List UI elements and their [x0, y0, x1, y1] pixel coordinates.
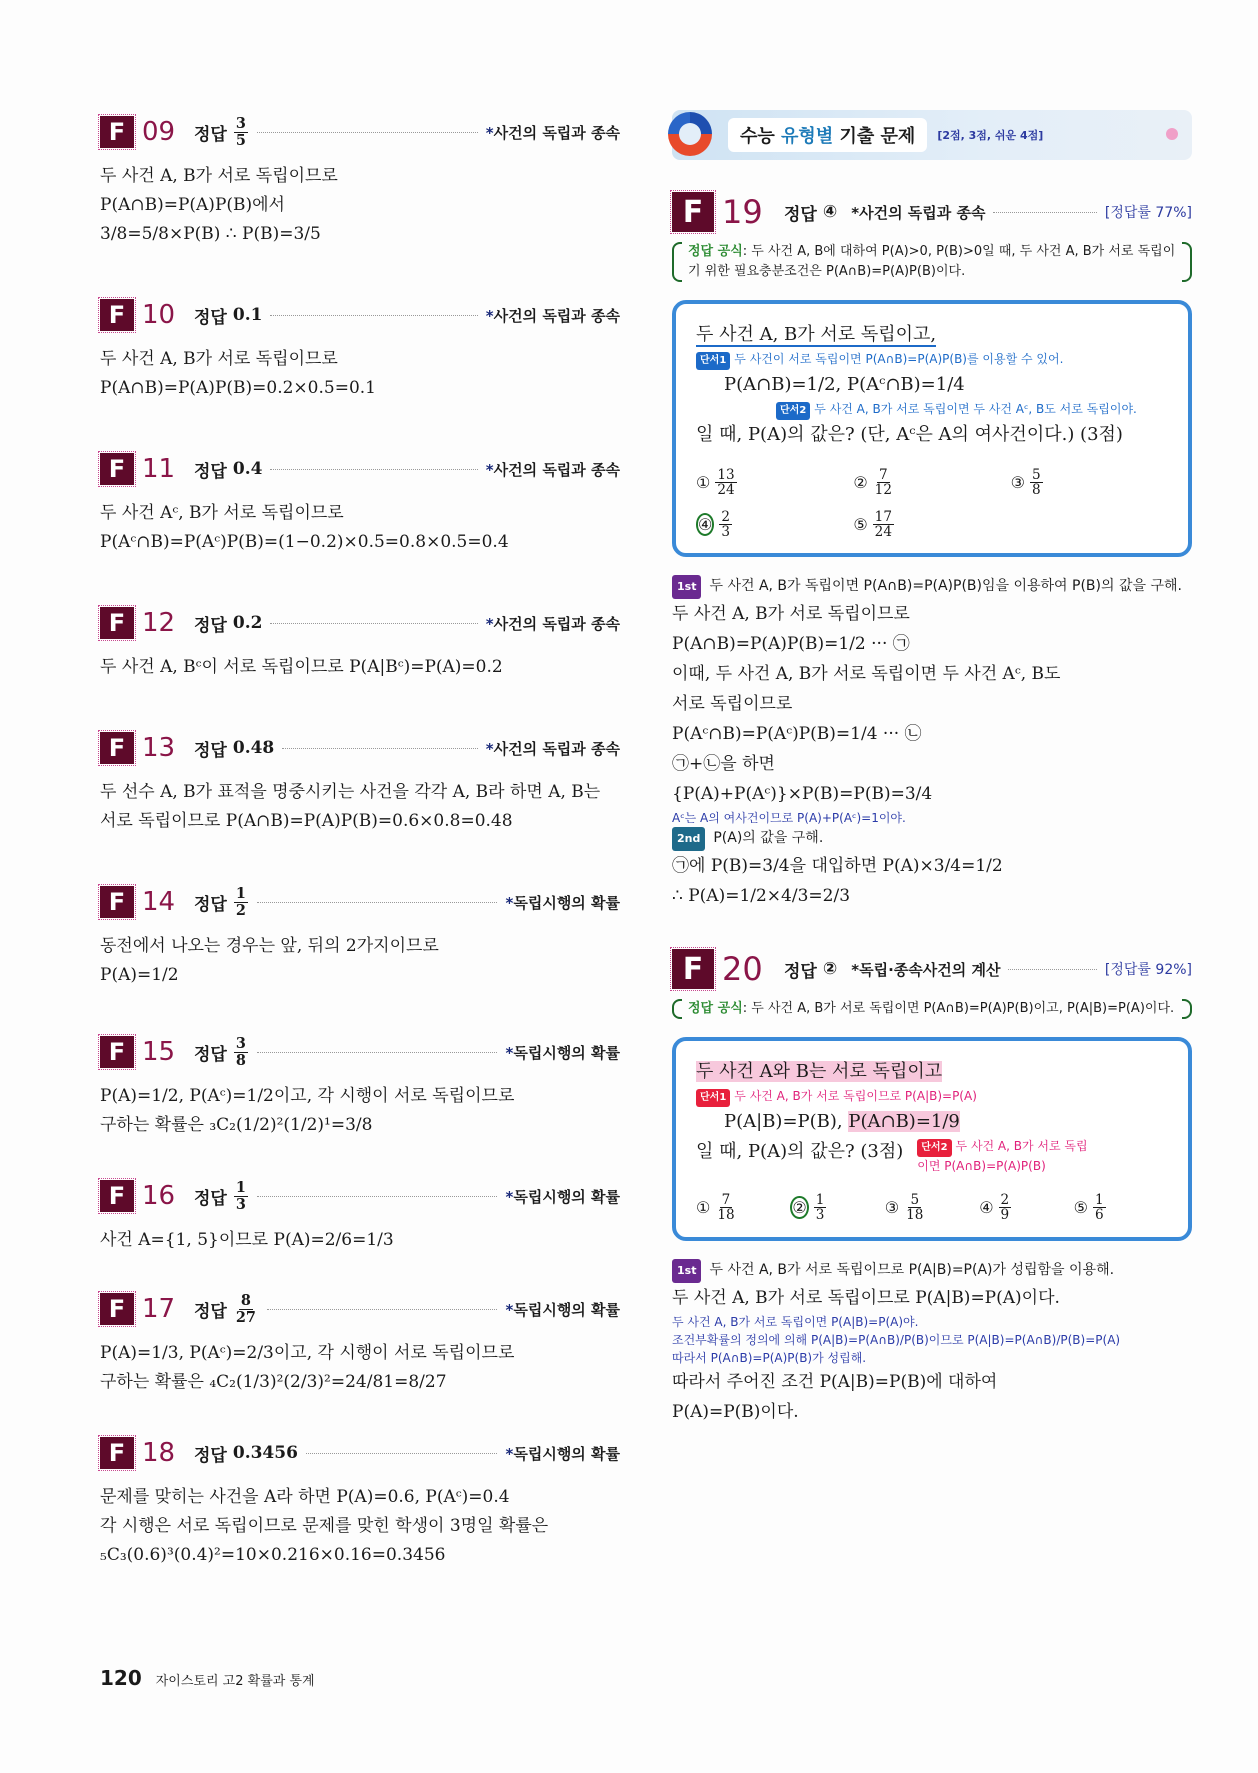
section-banner: [672, 110, 1192, 160]
solution-line: 조건부확률의 정의에 의해 P(A|B)=P(A∩B)/P(B)이므로 P(A|B)=P(A∩B)/P(B)=P(A): [672, 1332, 1121, 1347]
question-number: 20: [722, 950, 763, 989]
answer-section-09: [100, 110, 620, 249]
correct-rate: [정답률 92%]: [1104, 962, 1192, 979]
topic: *독립시행의 확률: [505, 893, 620, 912]
choice-number: ⑤: [853, 514, 868, 534]
step-1: 1st 두 사건 A, B가 서로 독립이므로 P(A|B)=P(A)가 성립함을 이용해.: [672, 1259, 1192, 1283]
solution-text: [100, 653, 620, 682]
answer-label: 정답: [194, 1188, 227, 1209]
solution-line: 따라서 P(A∩B)=P(A)P(B)가 성립해.: [672, 1350, 867, 1365]
answer-value: [233, 1180, 249, 1211]
answer-label: 정답: [194, 615, 227, 636]
page-footer: [100, 1666, 315, 1690]
question-number: 09: [142, 117, 176, 147]
question-number: 19: [722, 193, 763, 231]
solution-line: 사건 A={1, 5}이므로 P(A)=2/6=1/3: [100, 1230, 394, 1250]
solution-text: [100, 162, 620, 249]
solution-line: 두 사건 A, B가 서로 독립이므로: [672, 604, 910, 625]
solution-line: 각 시행은 서로 독립이므로 문제를 맞힌 학생이 3명일 확률은: [100, 1516, 549, 1536]
fraction: $\frac{7}{18}$: [717, 1192, 735, 1224]
choices: [696, 1193, 1168, 1223]
answer-header-19: [672, 190, 1192, 234]
answer-section-13: [100, 726, 620, 836]
fraction: $\frac{1}{3}$: [235, 1179, 246, 1213]
f-badge: F: [100, 116, 134, 148]
hint-2: 단서2 두 사건 A, B가 서로 독립이면 두 사건 Aᶜ, B도 서로 독립이야.: [696, 400, 1168, 420]
answer-label: 정답: [194, 461, 227, 482]
answer-value: [233, 1293, 259, 1324]
question-prompt: 일 때, P(A)의 값은? (단, Aᶜ은 A의 여사건이다.) (3점): [696, 424, 1123, 445]
question-number: 10: [142, 300, 176, 330]
solution-line: ₅C₃(0.6)³(0.4)²=10×0.216×0.16=0.3456: [100, 1545, 446, 1565]
solution-text: [100, 778, 620, 836]
f-badge: F: [100, 299, 134, 331]
solution-line: 동전에서 나오는 경우는 앞, 뒤의 2가지이므로: [100, 936, 439, 956]
dotted-leader: [282, 748, 478, 749]
solution-line: P(Aᶜ∩B)=P(Aᶜ)P(B)=(1−0.2)×0.5=0.8×0.5=0.4: [100, 532, 509, 552]
solution-line: 두 사건 Aᶜ, B가 서로 독립이므로: [100, 503, 344, 523]
solution-line: 이때, 두 사건 A, B가 서로 독립이면 두 사건 Aᶜ, B도: [672, 664, 1061, 685]
solution-line: P(A)=1/2, P(Aᶜ)=1/2이고, 각 시행이 서로 독립이므로: [100, 1086, 515, 1106]
solution-line: ㉠에 P(B)=3/4을 대입하면 P(A)×3/4=1/2: [672, 856, 1003, 877]
topic: *사건의 독립과 종속: [851, 203, 986, 222]
solution-line: 문제를 맞히는 사건을 A라 하면 P(A)=0.6, P(Aᶜ)=0.4: [100, 1487, 510, 1507]
question-number: 15: [142, 1037, 176, 1067]
solution-19-final: [672, 851, 1192, 911]
solution-line: ㉠+㉡을 하면: [672, 754, 775, 775]
formula-box: 정답 공식: 두 사건 A, B에 대하여 P(A)>0, P(B)>0일 때, 두 사건 A, B가 서로 독립이기 위한 필요충분조건은 P(A∩B)=P(A)P(B)이다.: [672, 242, 1192, 282]
answer-value: 0.2: [232, 613, 263, 633]
question-formula: P(A∩B)=1/2, P(Aᶜ∩B)=1/4: [724, 374, 965, 395]
answer-section-11: [100, 447, 620, 557]
answer-section-17: [100, 1287, 620, 1397]
solution-line: 두 사건 A, Bᶜ이 서로 독립이므로 P(A|Bᶜ)=P(A)=0.2: [100, 657, 503, 677]
fraction: $\frac{17}{24}$: [874, 508, 892, 540]
solution-text: [100, 499, 620, 557]
fraction: $\frac{7}{12}$: [874, 467, 892, 499]
answer-section-15: [100, 1030, 620, 1140]
dotted-leader: [270, 469, 477, 470]
answer-value: 0.4: [232, 459, 263, 479]
question-number: 12: [142, 608, 176, 638]
question-number: 18: [142, 1438, 176, 1468]
solution-text: [100, 1082, 620, 1140]
step-1: 1st 두 사건 A, B가 독립이면 P(A∩B)=P(A)P(B)임을 이용하여 P(B)의 값을 구해.: [672, 575, 1192, 599]
left-column: [100, 110, 620, 1570]
fraction: $\frac{1}{6}$: [1094, 1192, 1104, 1224]
dotted-leader: [257, 1052, 498, 1053]
f-badge: F: [100, 732, 134, 764]
choice-option[interactable]: [1011, 468, 1168, 498]
answer-label: 정답: [194, 124, 227, 145]
f-badge: F: [100, 453, 134, 485]
question-text: 두 사건 A, B가 서로 독립이고,: [696, 324, 937, 345]
solution-line: 3/8=5/8×P(B) ∴ P(B)=3/5: [100, 224, 321, 244]
choice-option[interactable]: [1074, 1193, 1168, 1223]
answer-value: ④: [822, 202, 838, 222]
hint-1: 단서1 두 사건이 서로 독립이면 P(A∩B)=P(A)P(B)를 이용할 수 있어.: [696, 350, 1168, 370]
topic: *사건의 독립과 종속: [485, 614, 620, 633]
solution-line: ∴ P(A)=1/2×4/3=2/3: [672, 886, 851, 907]
choices: [696, 468, 1168, 539]
solution-text: [100, 1483, 620, 1570]
question-number: 16: [142, 1181, 176, 1211]
answer-label: 정답: [194, 1301, 227, 1322]
solution-line: P(A∩B)=P(A)P(B)에서: [100, 195, 285, 215]
fraction: $\frac{5}{8}$: [1032, 467, 1041, 499]
answer-section-10: [100, 293, 620, 403]
dotted-leader: [267, 1309, 498, 1310]
solution-text: [100, 1226, 620, 1255]
question-number: 14: [142, 887, 176, 917]
dotted-leader: [1008, 969, 1096, 970]
choice-number: ④: [698, 514, 713, 534]
fraction: $\frac{5}{18}$: [906, 1192, 924, 1224]
fraction: $\frac{2}{9}$: [1000, 1192, 1010, 1224]
f-badge: F: [100, 1437, 134, 1469]
fraction: $\frac{1}{3}$: [815, 1192, 825, 1224]
fraction: $\frac{1}{2}$: [235, 885, 246, 919]
choice-number: ③: [1010, 473, 1025, 493]
answer-label: 정답: [194, 307, 227, 328]
dotted-leader: [306, 1453, 498, 1454]
choice-number: ①: [696, 1198, 711, 1218]
answer-value: 0.3456: [232, 1443, 298, 1463]
answer-header: [100, 880, 620, 924]
answer-section-12: [100, 601, 620, 682]
dotted-leader: [257, 132, 478, 133]
solution-line: 서로 독립이므로 P(A∩B)=P(A)P(B)=0.6×0.8=0.48: [100, 811, 513, 831]
answer-section-18: [100, 1431, 620, 1570]
page-number: 120: [100, 1666, 142, 1690]
question-number: 17: [142, 1294, 176, 1324]
answer-value: [233, 886, 249, 917]
solution-line: P(Aᶜ∩B)=P(Aᶜ)P(B)=1/4 ··· ㉡: [672, 724, 922, 745]
answer-section-16: [100, 1174, 620, 1255]
answer-header: [100, 1431, 620, 1475]
choice-number: ④: [979, 1198, 994, 1218]
answer-header: [100, 447, 620, 491]
fraction: $\frac{8}{27}$: [235, 1292, 256, 1326]
answer-value: [233, 1036, 249, 1067]
f-badge: F: [100, 607, 134, 639]
solution-line: 두 선수 A, B가 표적을 명중시키는 사건을 각각 A, B라 하면 A, B는: [100, 782, 601, 802]
logo-icon: [668, 112, 712, 156]
f-badge: F: [100, 1293, 134, 1325]
choice-option[interactable]: [696, 1193, 790, 1223]
choice-option[interactable]: [853, 468, 1010, 498]
solution-line: 두 사건 A, B가 서로 독립이므로: [100, 349, 338, 369]
hint-2: 단서2 두 사건 A, B가 서로 독립이면 P(A∩B)=P(A)P(B): [917, 1139, 1088, 1174]
topic: *사건의 독립과 종속: [485, 123, 620, 142]
answer-value: [233, 116, 249, 147]
banner-subtitle: [2점, 3점, 쉬운 4점]: [937, 129, 1044, 142]
banner-title: 수능 유형별 기출 문제: [728, 118, 927, 152]
fraction: $\frac{13}{24}$: [717, 467, 735, 499]
solution-text: [100, 1339, 620, 1397]
choice-option[interactable]: [696, 468, 853, 498]
solution-line: P(A∩B)=P(A)P(B)=1/2 ··· ㉠: [672, 634, 910, 655]
answer-label: 정답: [194, 1044, 227, 1065]
question-box-19: [672, 300, 1192, 557]
solution-line: P(A)=1/3, P(Aᶜ)=2/3이고, 각 시행이 서로 독립이므로: [100, 1343, 515, 1363]
answer-value: 0.1: [232, 305, 263, 325]
question-number: 11: [142, 454, 176, 484]
answer-header: [100, 110, 620, 154]
correct-rate: [정답률 77%]: [1104, 205, 1192, 221]
f-badge: F: [672, 192, 714, 232]
solution-line: 구하는 확률은 ₃C₂(1/2)²(1/2)¹=3/8: [100, 1115, 373, 1135]
answer-header: [100, 1174, 620, 1218]
choice-option[interactable]: [696, 510, 853, 540]
topic: *사건의 독립과 종속: [485, 739, 620, 758]
topic: *독립시행의 확률: [505, 1043, 620, 1062]
choice-option[interactable]: [885, 1193, 979, 1223]
answer-label: 정답: [784, 204, 817, 225]
dotted-leader: [270, 315, 477, 316]
right-column: [672, 110, 1192, 1427]
answer-header: [100, 1287, 620, 1331]
solution-line: P(A)=P(B)이다.: [672, 1401, 799, 1422]
step-2: 2nd P(A)의 값을 구해.: [672, 827, 1192, 851]
answer-header: [100, 293, 620, 337]
fraction: $\frac{3}{5}$: [235, 115, 246, 149]
fraction: $\frac{3}{8}$: [235, 1035, 246, 1069]
question-box-20: 두 사건 A와 B는 서로 독립이고 단서1 두 사건 A, B가 서로 독립이므로 P(A|B)=P(A) P(A|B)=P(B), P(A∩B)=1/9 일 때, P(A)의 값은? (3점) 단서2 두 사건 A, B가 서로 독립이면 P(A∩B)=P(A)P(B) ① $\frac{7}{18}$ ② $\frac{1}{3}$ ③ $\frac{5}{18}$ ④ $\frac{2}{9}$ ⑤ $\frac{1}{6}$: [672, 1037, 1192, 1241]
solution-line: 두 사건 A, B가 서로 독립이면 P(A|B)=P(A)야.: [672, 1314, 919, 1329]
choice-number: ①: [696, 473, 711, 493]
solution-text: [100, 932, 620, 990]
answer-value: 0.48: [232, 738, 275, 758]
topic: *사건의 독립과 종속: [485, 460, 620, 479]
solution-text: [100, 345, 620, 403]
solution-19: [672, 599, 1192, 809]
question-number: 13: [142, 733, 176, 763]
note: Aᶜ는 A의 여사건이므로 P(A)+P(Aᶜ)=1이야.: [672, 811, 906, 826]
choice-number: ②: [853, 473, 868, 493]
decorative-dot-icon: [1166, 128, 1178, 140]
answer-label: 정답: [194, 894, 227, 915]
choice-option[interactable]: [853, 510, 1010, 540]
choice-number: ③: [884, 1198, 900, 1218]
f-badge: F: [100, 886, 134, 918]
solution-line: 서로 독립이므로: [672, 694, 793, 715]
answer-header: [100, 726, 620, 770]
topic: *독립·종속사건의 계산: [851, 960, 1001, 979]
answer-header: [100, 1030, 620, 1074]
solution-line: 두 사건 A, B가 서로 독립이므로: [100, 166, 338, 186]
solution-line: 두 사건 A, B가 서로 독립이므로 P(A|B)=P(A)이다.: [672, 1287, 1060, 1308]
choice-option[interactable]: [790, 1193, 884, 1223]
topic: *독립시행의 확률: [505, 1444, 620, 1463]
answer-header-20: F 20 정답 ② *독립·종속사건의 계산 [정답률 92%]: [672, 947, 1192, 991]
fraction: $\frac{2}{3}$: [721, 508, 730, 540]
solution-line: {P(A)+P(Aᶜ)}×P(B)=P(B)=3/4: [672, 784, 933, 805]
solution-line: P(A)=1/2: [100, 965, 179, 985]
answer-section-14: [100, 880, 620, 990]
f-badge: F: [100, 1180, 134, 1212]
choice-option[interactable]: [979, 1193, 1073, 1223]
notes: [672, 1313, 1192, 1367]
solution-line: P(A∩B)=P(A)P(B)=0.2×0.5=0.1: [100, 378, 376, 398]
solution-20: [672, 1367, 1192, 1427]
answer-header: [100, 601, 620, 645]
f-badge: F: [100, 1036, 134, 1068]
topic: *독립시행의 확률: [505, 1300, 620, 1319]
dotted-leader: [270, 623, 477, 624]
dotted-leader: [993, 212, 1096, 213]
topic: *독립시행의 확률: [505, 1187, 620, 1206]
solution-line: 구하는 확률은 ₄C₂(1/3)²(2/3)²=24/81=8/27: [100, 1372, 447, 1392]
topic: *사건의 독립과 종속: [485, 306, 620, 325]
choice-number: ⑤: [1073, 1198, 1088, 1218]
solution-line: 따라서 주어진 조건 P(A|B)=P(B)에 대하여: [672, 1371, 998, 1392]
hint-1: 단서1 두 사건 A, B가 서로 독립이므로 P(A|B)=P(A): [696, 1087, 1168, 1107]
f-badge: F: [672, 949, 714, 989]
dotted-leader: [257, 902, 498, 903]
book-title: 자이스토리 고2 확률과 통계: [155, 1674, 315, 1689]
answer-label: 정답: [194, 740, 227, 761]
answer-label: 정답: [194, 1445, 227, 1466]
formula-box: 정답 공식: 두 사건 A, B가 서로 독립이면 P(A∩B)=P(A)P(B)이고, P(A|B)=P(A)이다.: [672, 999, 1192, 1019]
choice-number: ②: [792, 1198, 807, 1218]
dotted-leader: [257, 1196, 498, 1197]
